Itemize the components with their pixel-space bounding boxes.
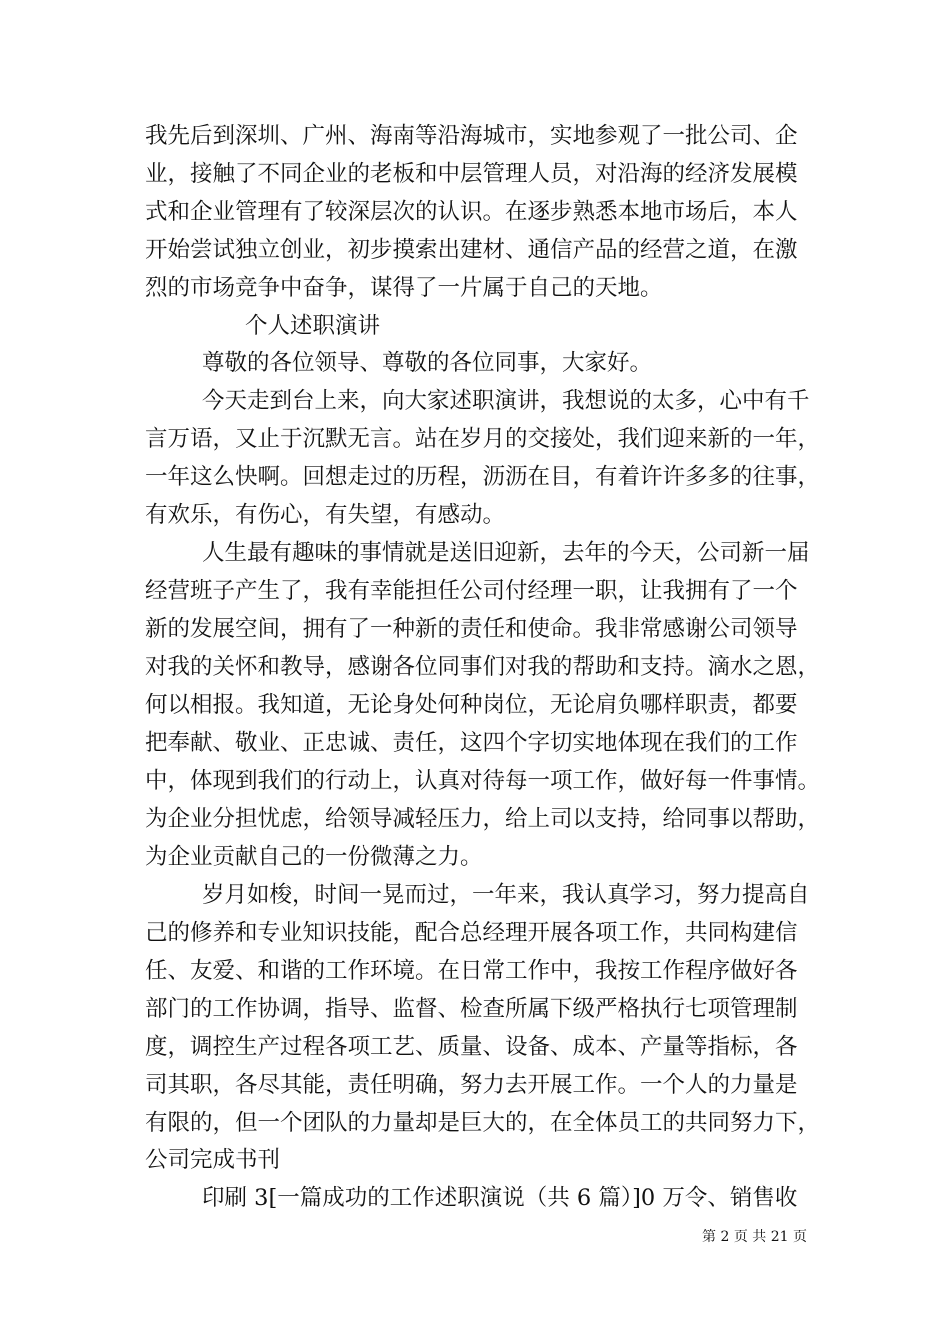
text-line: 人生最有趣味的事情就是送旧迎新，去年的今天，公司新一届 (202, 540, 810, 566)
text-line: 为企业贡献自己的一份微薄之力。 (145, 844, 483, 870)
text-line: 对我的关怀和教导，感谢各位同事们对我的帮助和支持。滴水之恩， (145, 654, 821, 680)
text-line: 公司完成书刊 (145, 1147, 281, 1173)
text-line: 有欢乐，有伤心，有失望，有感动。 (145, 502, 506, 528)
text-line: 把奉献、敬业、正忠诚、责任，这四个字切实地体现在我们的工作 (145, 730, 798, 756)
text-line: 己的修养和专业知识技能，配合总经理开展各项工作，共同构建信 (145, 920, 798, 946)
text-line: 开始尝试独立创业，初步摸索出建材、通信产品的经营之道，在激 (145, 237, 798, 263)
text-line: 印刷 3[一篇成功的工作述职演说（共 6 篇）]0 万令、销售收 (202, 1185, 798, 1211)
section-heading: 个人述职演讲 (245, 313, 381, 339)
text-line: 烈的市场竞争中奋争，谋得了一片属于自己的天地。 (145, 275, 663, 301)
text-line: 岁月如梭，时间一晃而过，一年来，我认真学习，努力提高自 (202, 882, 810, 908)
text-line: 部门的工作协调，指导、监督、检查所属下级严格执行七项管理制 (145, 996, 798, 1022)
text-line: 经营班子产生了，我有幸能担任公司付经理一职，让我拥有了一个 (145, 578, 798, 604)
text-line: 度，调控生产过程各项工艺、质量、设备、成本、产量等指标，各 (145, 1034, 798, 1060)
text-line: 言万语，又止于沉默无言。站在岁月的交接处，我们迎来新的一年， (145, 426, 821, 452)
text-line: 有限的，但一个团队的力量却是巨大的，在全体员工的共同努力下， (145, 1110, 821, 1136)
text-line: 为企业分担忧虑，给领导减轻压力，给上司以支持，给同事以帮助， (145, 806, 821, 832)
text-line: 一年这么快啊。回想走过的历程，沥沥在目，有着许许多多的往事， (145, 464, 821, 490)
text-line: 司其职，各尽其能，责任明确，努力去开展工作。一个人的力量是 (145, 1072, 798, 1098)
text-line: 中，体现到我们的行动上，认真对待每一项工作，做好每一件事情。 (145, 768, 821, 794)
text-line: 任、友爱、和谐的工作环境。在日常工作中，我按工作程序做好各 (145, 958, 798, 984)
text-line: 新的发展空间，拥有了一种新的责任和使命。我非常感谢公司领导 (145, 616, 798, 642)
text-line: 式和企业管理有了较深层次的认识。在逐步熟悉本地市场后，本人 (145, 199, 798, 225)
text-line: 何以相报。我知道，无论身处何种岗位，无论肩负哪样职责，都要 (145, 692, 798, 718)
text-line: 我先后到深圳、广州、海南等沿海城市，实地参观了一批公司、企 (145, 123, 798, 149)
text-line: 今天走到台上来，向大家述职演讲，我想说的太多，心中有千 (202, 388, 810, 414)
salutation: 尊敬的各位领导、尊敬的各位同事，大家好。 (202, 350, 653, 376)
page-number-footer: 第 2 页 共 21 页 (702, 1229, 807, 1245)
text-line: 业，接触了不同企业的老板和中层管理人员，对沿海的经济发展模 (145, 161, 798, 187)
